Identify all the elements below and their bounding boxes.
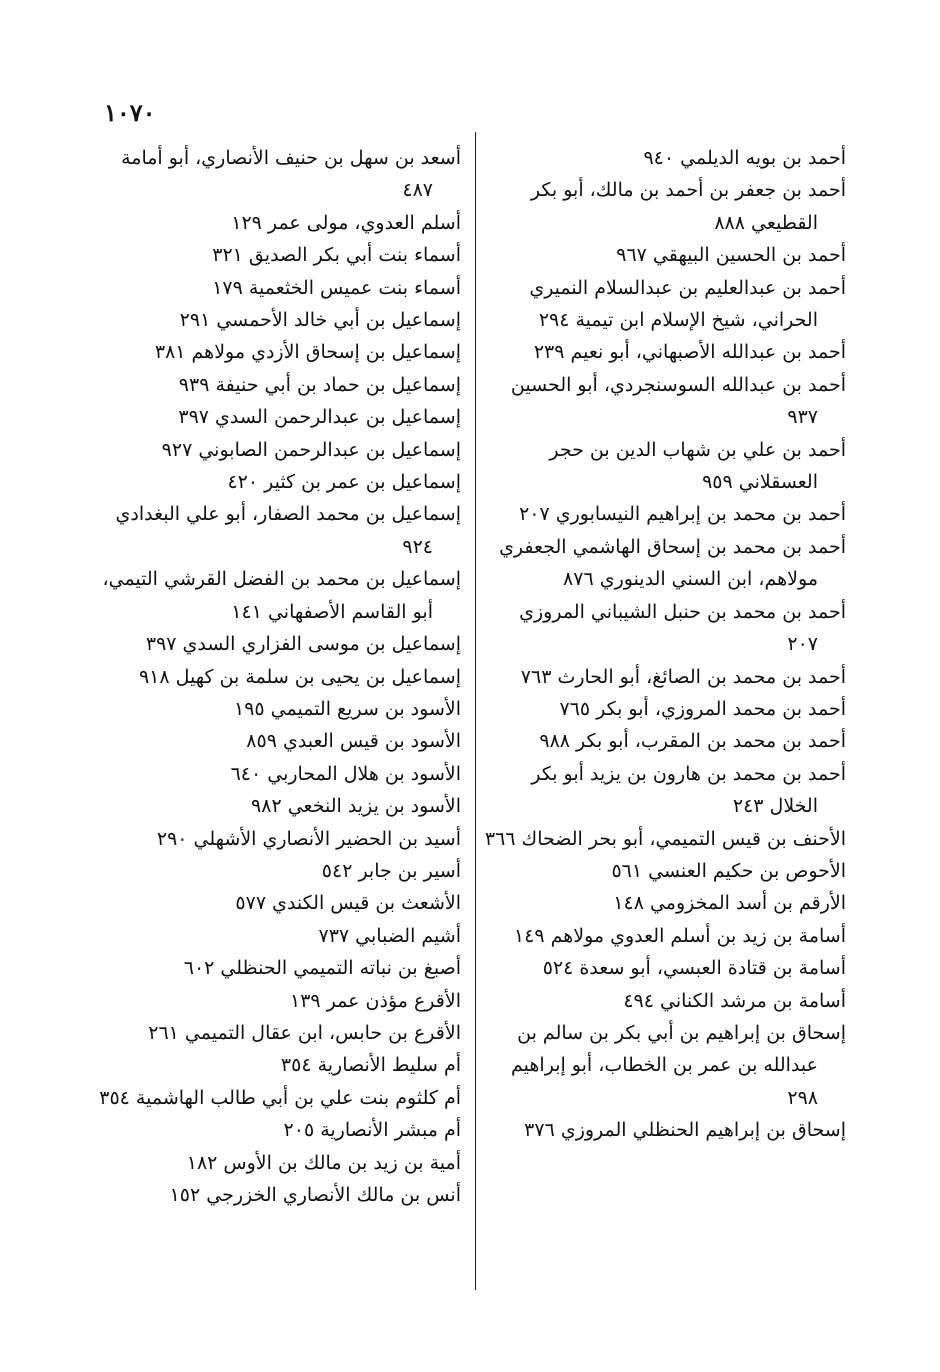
index-entry: إسماعيل بن يحيى بن سلمة بن كهيل ٩١٨: [138, 665, 461, 688]
index-entry: الأحوص بن حكيم العنسي ٥٦١: [611, 859, 846, 882]
index-entry: الأرقم بن أسد المخزومي ١٤٨: [613, 892, 846, 915]
index-entry: أحمد بن محمد بن الصائغ، أبو الحارث ٧٦٣: [520, 665, 846, 688]
index-entry: إسماعيل بن محمد بن الفضل القرشي التيمي، أبو القاسم الأصفهاني ١٤١: [102, 568, 461, 623]
index-entry: الأقرع بن حابس، ابن عقال التميمي ٢٦١: [148, 1021, 461, 1044]
index-entry: أصبغ بن نباته التميمي الحنظلي ٦٠٢: [183, 957, 461, 980]
index-entry: أم كلثوم بنت علي بن أبي طالب الهاشمية ٣٥٤: [99, 1086, 461, 1109]
index-entry: أشيم الضبابي ٧٣٧: [318, 924, 461, 947]
index-entry: أحمد بن محمد المروزي، أبو بكر ٧٦٥: [559, 697, 846, 720]
column-divider: [475, 132, 476, 1290]
index-entry: الأسود بن يزيد النخعي ٩٨٢: [251, 795, 461, 818]
index-entry: أحمد بن عبدالعليم بن عبدالسلام النميري الحراني، شيخ الإسلام ابن تيمية ٢٩٤: [529, 276, 846, 332]
index-entry: أسير بن جابر ٥٤٢: [321, 859, 461, 882]
index-entry: أسامة بن زيد بن أسلم العدوي مولاهم ١٤٩: [513, 924, 846, 947]
index-entry: أحمد بن محمد بن هارون بن يزيد أبو بكر الخلال ٢٤٣: [531, 762, 846, 818]
index-entry: إسحاق بن إبراهيم الحنظلي المروزي ٣٧٦: [524, 1119, 846, 1142]
index-entry: أسماء بنت عميس الخثعمية ١٧٩: [212, 276, 461, 299]
index-entry: أسامة بن مرشد الكناني ٤٩٤: [623, 989, 846, 1012]
index-entry: أحمد بن محمد بن إبراهيم النيسابوري ٢٠٧: [519, 503, 846, 526]
index-entry: أسلم العدوي، مولى عمر ١٢٩: [231, 211, 461, 234]
index-entry: إسماعيل بن عبدالرحمن السدي ٣٩٧: [178, 406, 461, 429]
index-entry: أحمد بن علي بن شهاب الدين بن حجر العسقلاني ٩٥٩: [549, 438, 846, 494]
index-entry: أحمد بن الحسين البيهقي ٩٦٧: [616, 244, 846, 267]
index-entry: الأحنف بن قيس التميمي، أبو بحر الضحاك ٣٦٦: [484, 827, 846, 850]
index-entry: أم سليط الأنصارية ٣٥٤: [280, 1054, 461, 1077]
index-entry: إسماعيل بن حماد بن أبي حنيفة ٩٣٩: [178, 373, 461, 396]
index-entry: إسماعيل بن محمد الصفار، أبو علي البغدادي ٩٢٤: [115, 503, 461, 558]
index-entry: أسامة بن قتادة العبسي، أبو سعدة ٥٢٤: [542, 957, 846, 980]
index-entry: أحمد بن محمد بن المقرب، أبو بكر ٩٨٨: [539, 730, 846, 753]
index-entry: أحمد بن محمد بن إسحاق الهاشمي الجعفري مولاهم، ابن السني الدينوري ٨٧٦: [499, 535, 846, 591]
index-entry: إسحاق بن إبراهيم بن أبي بكر بن سالم بن عبدالله بن عمر بن الخطاب، أبو إبراهيم ٢٩٨: [511, 1021, 846, 1109]
page-number: ١٠٧٠: [104, 98, 156, 127]
index-entry: أسيد بن الحضير الأنصاري الأشهلي ٢٩٠: [156, 827, 461, 850]
index-entry: أنس بن مالك الأنصاري الخزرجي ١٥٢: [169, 1184, 461, 1206]
right-column: [484, 142, 846, 1147]
index-entry: أحمد بن عبدالله الأصبهاني، أبو نعيم ٢٣٩: [533, 341, 846, 364]
index-entry: إسماعيل بن موسى الفزاري السدي ٣٩٧: [145, 633, 461, 656]
index-entry: أحمد بن محمد بن حنبل الشيباني المروزي ٢٠٧: [519, 600, 846, 656]
index-entry: أمية بن زيد بن مالك بن الأوس ١٨٢: [186, 1151, 461, 1174]
index-entry: الأسود بن قيس العبدي ٨٥٩: [246, 730, 461, 753]
index-entry: أسعد بن سهل بن حنيف الأنصاري، أبو أمامة ٤٨٧: [121, 147, 461, 202]
index-entry: أحمد بن بويه الديلمي ٩٤٠: [643, 147, 846, 169]
index-entry: الأسود بن سريع التميمي ١٩٥: [234, 697, 461, 720]
index-entry: إسماعيل بن إسحاق الأزدي مولاهم ٣٨١: [154, 341, 461, 364]
index-entry: أحمد بن جعفر بن أحمد بن مالك، أبو بكر القطيعي ٨٨٨: [530, 179, 846, 234]
left-column: [85, 142, 461, 1211]
index-entry: أم مبشر الأنصارية ٢٠٥: [283, 1119, 461, 1142]
index-entry: إسماعيل بن عبدالرحمن الصابوني ٩٢٧: [161, 438, 461, 461]
index-entry: الأقرع مؤذن عمر ١٣٩: [290, 989, 461, 1012]
index-entry: إسماعيل بن أبي خالد الأحمسي ٢٩١: [179, 309, 461, 332]
index-entry: أحمد بن عبدالله السوسنجردي، أبو الحسين ٩٣٧: [510, 373, 846, 429]
index-entry: الأشعث بن قيس الكندي ٥٧٧: [235, 892, 461, 915]
index-entry: الأسود بن هلال المحاربي ٦٤٠: [230, 762, 461, 785]
index-entry: إسماعيل بن عمر بن كثير ٤٢٠: [227, 471, 461, 494]
index-entry: أسماء بنت أبي بكر الصديق ٣٢١: [212, 244, 461, 267]
